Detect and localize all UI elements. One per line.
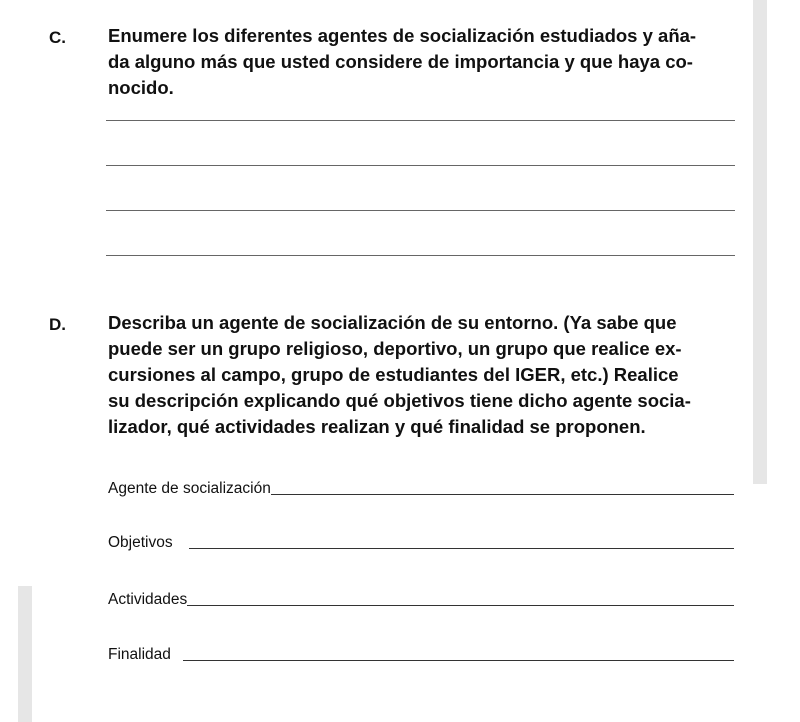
answer-line-2[interactable] (106, 165, 735, 166)
question-line: da alguno más que usted considere de importancia y que haya co- (108, 51, 693, 72)
question-line: su descripción explicando qué objetivos tiene dicho agente socia- (108, 390, 691, 411)
margin-bar-left (18, 586, 32, 722)
question-line: nocido. (108, 77, 174, 98)
question-line: puede ser un grupo religioso, deportivo, un grupo que realice ex- (108, 338, 682, 359)
question-line: lizador, qué actividades realizan y qué finalidad se proponen. (108, 416, 646, 437)
question-line: cursiones al campo, grupo de estudiantes del IGER, etc.) Realice (108, 364, 679, 385)
field-finalidad (108, 642, 734, 664)
field-objetivos (108, 530, 734, 552)
field-label: Agente de socialización (108, 480, 271, 497)
margin-bar-right (753, 0, 767, 484)
field-answer-line[interactable] (183, 660, 734, 661)
field-actividades (108, 587, 734, 609)
answer-line-3[interactable] (106, 210, 735, 211)
section-d-letter: D. (49, 315, 66, 334)
section-c-letter: C. (49, 28, 66, 47)
field-answer-line[interactable] (187, 605, 734, 606)
section-d-question (108, 310, 738, 440)
field-answer-line[interactable] (189, 548, 734, 549)
field-agente (108, 476, 734, 498)
field-label: Finalidad (108, 646, 171, 663)
section-c-question (108, 23, 738, 101)
field-label: Actividades (108, 591, 188, 608)
question-line: Describa un agente de socialización de su entorno. (Ya sabe que (108, 312, 677, 333)
answer-line-4[interactable] (106, 255, 735, 256)
field-answer-line[interactable] (271, 494, 734, 495)
answer-line-1[interactable] (106, 120, 735, 121)
question-line: Enumere los diferentes agentes de socialización estudiados y aña- (108, 25, 697, 46)
field-label: Objetivos (108, 534, 173, 551)
